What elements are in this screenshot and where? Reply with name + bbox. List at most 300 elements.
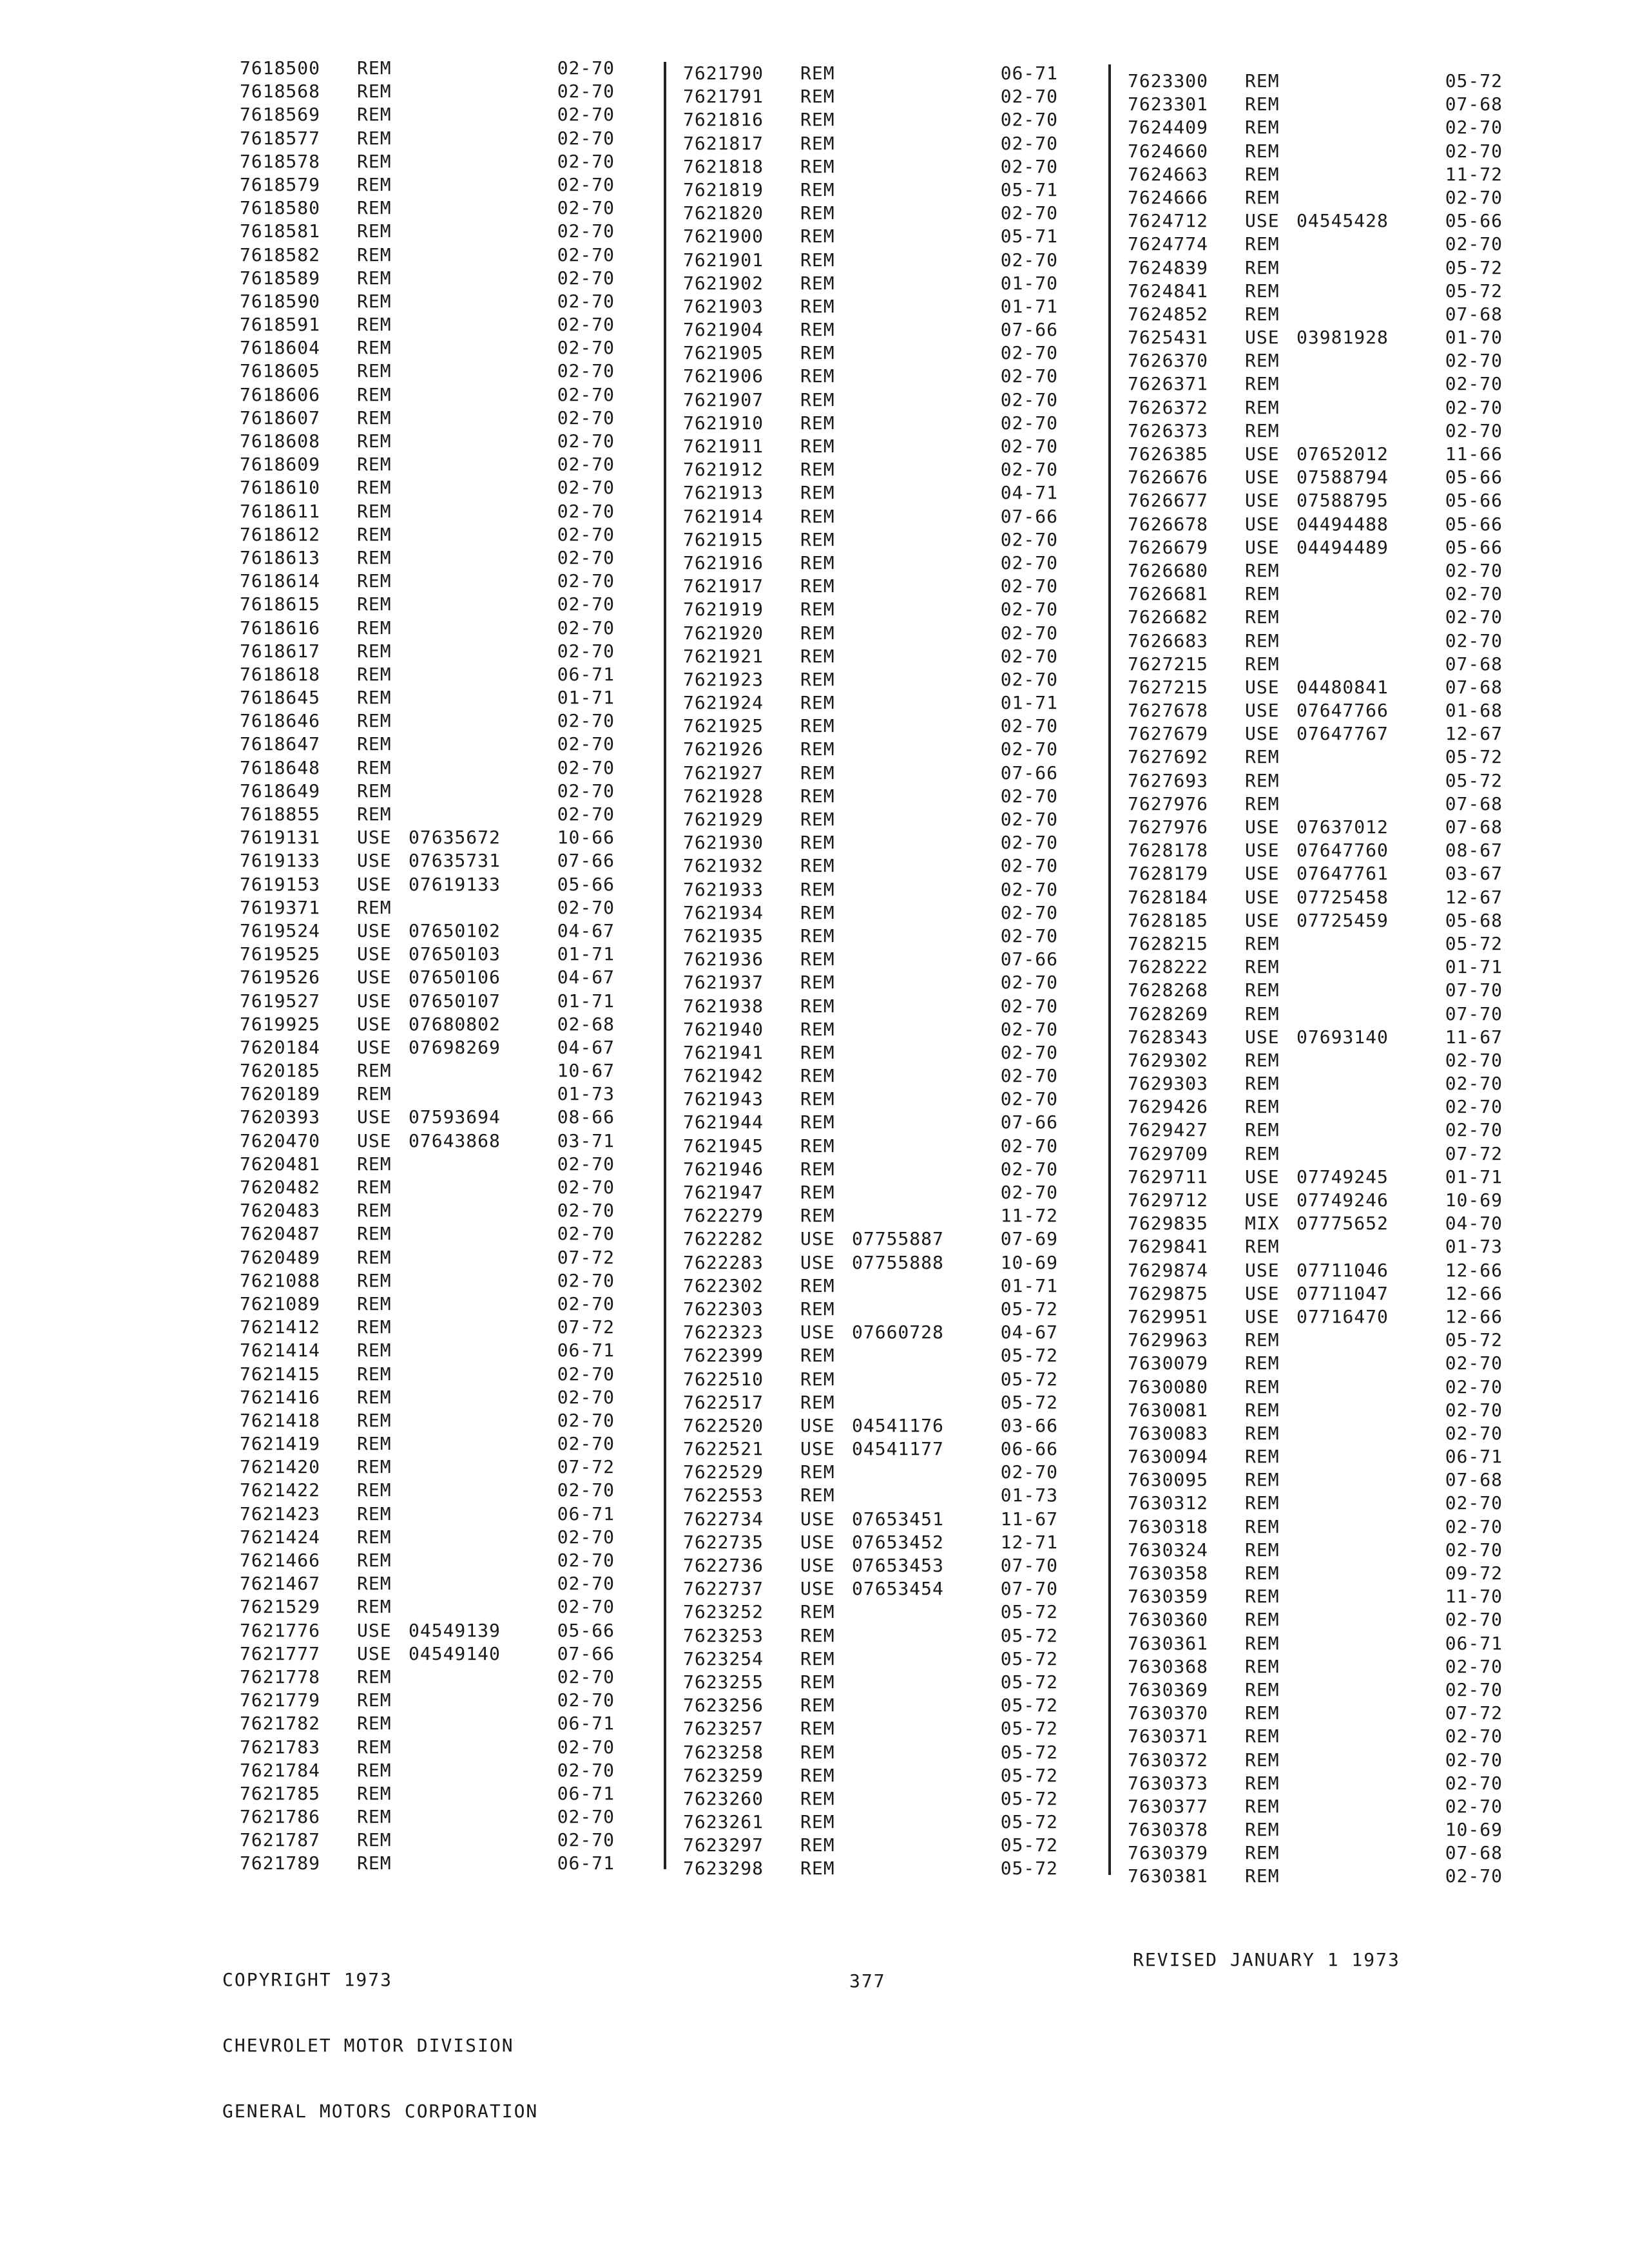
part-row	[240, 476, 615, 499]
status-code: REM	[1245, 769, 1280, 791]
part-number: 7621816	[683, 109, 764, 131]
replacement-part-number: 04549140	[409, 1642, 501, 1664]
replacement-part-number	[852, 1671, 987, 1694]
status-date: 02-70	[557, 173, 615, 195]
status-date: 01-71	[557, 990, 615, 1012]
status-date: 02-70	[1445, 1352, 1503, 1374]
part-number: 7630370	[1128, 1702, 1209, 1724]
part-row	[1128, 256, 1503, 280]
status-date: 05-72	[1000, 1671, 1058, 1693]
part-row	[683, 668, 1058, 691]
status-code: USE	[1245, 676, 1280, 698]
status-date: 02-70	[1000, 925, 1058, 947]
status-date: 05-72	[1000, 1368, 1058, 1390]
part-number: 7618649	[240, 780, 321, 802]
part-number: 7630377	[1128, 1795, 1209, 1817]
status-date: 02-70	[557, 1759, 615, 1781]
status-date: 06-71	[557, 1852, 615, 1874]
part-row	[240, 1269, 615, 1293]
part-number: 7629303	[1128, 1073, 1209, 1095]
replacement-part-number: 07725458	[1296, 886, 1389, 908]
part-number: 7623300	[1128, 70, 1209, 91]
part-row	[240, 383, 615, 407]
replacement-part-number	[852, 785, 987, 808]
part-row	[1128, 186, 1503, 209]
status-code: REM	[800, 389, 835, 410]
part-number: 7618612	[240, 523, 321, 545]
part-number: 7619524	[240, 919, 321, 941]
part-row	[1128, 443, 1503, 466]
status-date: 02-70	[557, 1153, 615, 1175]
replacement-part-number	[852, 295, 987, 318]
part-number: 7621920	[683, 622, 764, 644]
part-number: 7622521	[683, 1438, 764, 1460]
part-row	[683, 1274, 1058, 1298]
status-date: 04-71	[1000, 482, 1058, 504]
part-row	[1128, 1678, 1503, 1702]
part-row	[683, 1158, 1058, 1181]
status-code: USE	[800, 1531, 835, 1553]
status-code: REM	[800, 901, 835, 923]
replacement-part-number: 07660728	[852, 1321, 944, 1343]
part-number: 7618648	[240, 756, 321, 778]
part-number: 7622553	[683, 1485, 764, 1506]
part-number: 7623255	[683, 1671, 764, 1693]
page-number: 377	[849, 1970, 886, 1992]
replacement-part-number	[409, 197, 544, 220]
part-number: 7627679	[1128, 723, 1209, 745]
part-number: 7621913	[683, 482, 764, 504]
part-row	[240, 1246, 615, 1269]
part-row	[683, 481, 1058, 505]
status-code: USE	[1245, 723, 1280, 745]
part-number: 7621901	[683, 249, 764, 271]
part-number: 7618647	[240, 733, 321, 755]
status-code: REM	[357, 314, 392, 336]
part-row	[1128, 93, 1503, 116]
part-number: 7622279	[683, 1205, 764, 1227]
status-date: 02-70	[1445, 1609, 1503, 1631]
replacement-part-number	[852, 1088, 987, 1111]
replacement-part-number	[1296, 1095, 1432, 1119]
replacement-part-number: 07652012	[1296, 443, 1389, 465]
part-number: 7618605	[240, 360, 321, 382]
status-code: USE	[1245, 1026, 1280, 1048]
status-date: 02-70	[1000, 901, 1058, 923]
part-row	[240, 1013, 615, 1036]
part-row	[240, 709, 615, 733]
part-number: 7621935	[683, 925, 764, 947]
part-row	[1128, 956, 1503, 979]
status-code: REM	[1245, 373, 1280, 395]
status-date: 02-70	[1000, 436, 1058, 457]
status-code: USE	[1245, 466, 1280, 488]
part-row	[683, 1694, 1058, 1717]
part-number: 7621418	[240, 1409, 321, 1431]
part-row	[1128, 862, 1503, 885]
status-date: 02-70	[557, 197, 615, 219]
status-code: REM	[357, 1316, 392, 1338]
status-date: 02-70	[557, 1433, 615, 1455]
status-code: REM	[800, 1671, 835, 1693]
part-number: 7630369	[1128, 1678, 1209, 1700]
status-date: 05-72	[1000, 1858, 1058, 1879]
status-date: 02-70	[1000, 109, 1058, 131]
status-code: REM	[800, 1018, 835, 1040]
part-row	[1128, 1352, 1503, 1375]
status-code: USE	[1245, 327, 1280, 349]
status-date: 02-70	[557, 1689, 615, 1711]
part-number: 7621779	[240, 1689, 321, 1711]
status-date: 02-70	[557, 477, 615, 499]
part-row	[1128, 419, 1503, 443]
replacement-part-number	[852, 1764, 987, 1787]
status-date: 02-70	[557, 1293, 615, 1314]
status-date: 05-72	[1000, 1601, 1058, 1623]
status-date: 06-71	[557, 663, 615, 685]
status-code: REM	[800, 1391, 835, 1413]
status-date: 03-66	[1000, 1414, 1058, 1436]
part-row	[1128, 209, 1503, 233]
replacement-part-number	[852, 831, 987, 854]
status-date: 05-72	[1000, 1624, 1058, 1646]
part-row	[1128, 1329, 1503, 1352]
status-code: REM	[800, 622, 835, 644]
part-number: 7619526	[240, 966, 321, 988]
part-row	[240, 1759, 615, 1782]
replacement-part-number	[1296, 1003, 1432, 1026]
status-date: 02-70	[1000, 1041, 1058, 1063]
revised-date: REVISED JANUARY 1 1973	[1133, 1949, 1400, 1970]
part-row	[240, 1736, 615, 1759]
part-number: 7621938	[683, 995, 764, 1017]
status-code: USE	[357, 850, 392, 872]
replacement-part-number	[1296, 1468, 1432, 1492]
status-code: USE	[1245, 840, 1280, 861]
replacement-part-number	[852, 1391, 987, 1414]
status-code: USE	[800, 1578, 835, 1600]
status-code: REM	[357, 1246, 392, 1268]
status-code: REM	[800, 132, 835, 154]
part-row	[1128, 140, 1503, 163]
replacement-part-number	[409, 1782, 544, 1805]
status-code: REM	[800, 1111, 835, 1133]
replacement-part-number	[409, 220, 544, 243]
replacement-part-number	[409, 1852, 544, 1875]
replacement-part-number: 07653452	[852, 1531, 944, 1553]
part-row	[240, 1106, 615, 1129]
replacement-part-number	[409, 173, 544, 197]
status-code: USE	[800, 1555, 835, 1576]
part-row	[1128, 1562, 1503, 1585]
status-date: 07-72	[557, 1316, 615, 1338]
status-date: 02-70	[1000, 1135, 1058, 1157]
part-number: 7624841	[1128, 280, 1209, 302]
part-row	[683, 1811, 1058, 1834]
status-date: 07-69	[1000, 1228, 1058, 1250]
part-row	[1128, 1841, 1503, 1865]
replacement-part-number	[852, 108, 987, 131]
replacement-part-number	[1296, 70, 1432, 93]
part-row	[240, 1176, 615, 1199]
replacement-part-number	[409, 1363, 544, 1386]
status-code: REM	[1245, 559, 1280, 581]
status-code: REM	[357, 267, 392, 289]
status-code: REM	[800, 1298, 835, 1320]
replacement-part-number	[1296, 1562, 1432, 1585]
part-row	[1128, 1865, 1503, 1888]
part-number: 7618855	[240, 803, 321, 825]
replacement-part-number	[852, 318, 987, 341]
status-code: REM	[800, 459, 835, 481]
status-code: REM	[800, 552, 835, 573]
part-row	[1128, 280, 1503, 303]
status-code: REM	[1245, 1236, 1280, 1258]
status-code: REM	[800, 1158, 835, 1180]
part-number: 7623253	[683, 1624, 764, 1646]
status-code: REM	[1245, 303, 1280, 325]
replacement-part-number: 07653454	[852, 1578, 944, 1600]
replacement-part-number: 07647767	[1296, 723, 1389, 745]
status-date: 02-70	[557, 407, 615, 428]
replacement-part-number	[409, 593, 544, 616]
status-code: REM	[357, 454, 392, 476]
status-code: REM	[800, 1624, 835, 1646]
replacement-part-number: 07653451	[852, 1508, 944, 1530]
part-number: 7618616	[240, 617, 321, 639]
part-row	[1128, 886, 1503, 909]
replacement-part-number	[409, 1339, 544, 1362]
replacement-part-number	[409, 360, 544, 383]
part-number: 7624852	[1128, 303, 1209, 325]
part-number: 7622510	[683, 1368, 764, 1390]
replacement-part-number	[852, 925, 987, 948]
status-code: REM	[800, 249, 835, 271]
part-row	[1128, 326, 1503, 349]
part-row	[1128, 70, 1503, 93]
part-row	[1128, 1142, 1503, 1166]
status-code: REM	[800, 692, 835, 714]
part-row	[240, 1036, 615, 1059]
status-date: 02-70	[1000, 155, 1058, 177]
part-number: 7630359	[1128, 1586, 1209, 1608]
part-number: 7626683	[1128, 629, 1209, 651]
part-number: 7621937	[683, 972, 764, 994]
status-code: REM	[1245, 1399, 1280, 1421]
status-code: USE	[1245, 443, 1280, 465]
status-date: 02-70	[1000, 132, 1058, 154]
status-date: 07-72	[1445, 1142, 1503, 1164]
part-row	[683, 1554, 1058, 1577]
replacement-part-number	[852, 365, 987, 388]
part-number: 7621412	[240, 1316, 321, 1338]
status-date: 12-66	[1445, 1282, 1503, 1304]
part-row	[683, 738, 1058, 761]
status-code: REM	[357, 1689, 392, 1711]
status-date: 05-72	[1445, 70, 1503, 91]
status-date: 02-70	[557, 593, 615, 615]
replacement-part-number	[852, 155, 987, 178]
replacement-part-number	[852, 1274, 987, 1298]
status-date: 02-70	[1000, 715, 1058, 737]
status-date: 12-66	[1445, 1305, 1503, 1327]
part-row	[240, 943, 615, 966]
replacement-part-number	[409, 127, 544, 150]
part-number: 7621944	[683, 1111, 764, 1133]
status-date: 08-66	[557, 1106, 615, 1128]
status-code: REM	[800, 832, 835, 854]
part-number: 7618614	[240, 570, 321, 592]
part-number: 7627976	[1128, 793, 1209, 814]
status-date: 02-70	[1000, 552, 1058, 573]
replacement-part-number	[409, 1572, 544, 1595]
status-code: REM	[357, 1596, 392, 1618]
part-number: 7628179	[1128, 863, 1209, 885]
replacement-part-number: 03981928	[1296, 327, 1389, 349]
replacement-part-number	[852, 435, 987, 458]
part-number: 7619133	[240, 850, 321, 872]
part-row	[683, 435, 1058, 458]
status-date: 06-71	[1445, 1446, 1503, 1468]
status-date: 02-70	[557, 150, 615, 172]
part-number: 7618617	[240, 640, 321, 662]
status-code: REM	[800, 1834, 835, 1856]
status-code: USE	[1245, 1189, 1280, 1211]
status-date: 02-70	[1445, 1492, 1503, 1514]
part-number: 7623256	[683, 1695, 764, 1716]
status-code: REM	[357, 1852, 392, 1874]
status-date: 05-66	[1445, 210, 1503, 232]
part-number: 7621915	[683, 528, 764, 550]
replacement-part-number	[852, 341, 987, 365]
status-code: REM	[1245, 793, 1280, 814]
part-number: 7627215	[1128, 676, 1209, 698]
replacement-part-number	[409, 617, 544, 640]
part-number: 7630361	[1128, 1632, 1209, 1654]
status-code: USE	[357, 990, 392, 1012]
status-code: REM	[800, 762, 835, 783]
status-code: REM	[357, 1269, 392, 1291]
status-date: 05-66	[1445, 466, 1503, 488]
part-row	[240, 1432, 615, 1456]
part-number: 7618646	[240, 710, 321, 732]
replacement-part-number	[852, 995, 987, 1018]
replacement-part-number	[1296, 1795, 1432, 1818]
replacement-part-number	[852, 132, 987, 155]
part-row	[240, 546, 615, 570]
replacement-part-number	[852, 948, 987, 971]
status-code: REM	[1245, 1819, 1280, 1841]
status-code: REM	[357, 477, 392, 499]
replacement-part-number	[409, 1432, 544, 1456]
replacement-part-number: 07775652	[1296, 1213, 1389, 1235]
status-code: REM	[357, 1083, 392, 1105]
part-row	[240, 1316, 615, 1339]
part-number: 7621945	[683, 1135, 764, 1157]
part-number: 7621089	[240, 1293, 321, 1314]
part-number: 7621529	[240, 1596, 321, 1618]
status-date: 02-70	[557, 1829, 615, 1851]
status-date: 05-72	[1445, 932, 1503, 954]
status-date: 02-70	[557, 500, 615, 522]
status-date: 06-71	[557, 1782, 615, 1804]
status-code: REM	[800, 109, 835, 131]
part-number: 7621416	[240, 1386, 321, 1408]
part-number: 7620393	[240, 1106, 321, 1128]
part-row	[240, 686, 615, 709]
status-date: 01-70	[1445, 327, 1503, 349]
status-code: REM	[800, 855, 835, 877]
part-number: 7618608	[240, 430, 321, 452]
part-row	[240, 1666, 615, 1689]
status-code: REM	[800, 645, 835, 667]
status-code: USE	[1245, 536, 1280, 558]
replacement-part-number	[409, 686, 544, 709]
part-number: 7621942	[683, 1065, 764, 1087]
part-row	[683, 1857, 1058, 1880]
part-row	[683, 1088, 1058, 1111]
status-date: 06-71	[557, 1340, 615, 1361]
part-row	[1128, 979, 1503, 1002]
status-code: REM	[800, 1695, 835, 1716]
status-date: 05-66	[557, 873, 615, 895]
status-date: 02-70	[1000, 1461, 1058, 1483]
status-date: 04-67	[557, 1036, 615, 1058]
part-row	[240, 267, 615, 290]
part-number: 7630318	[1128, 1515, 1209, 1537]
status-date: 02-70	[1000, 995, 1058, 1017]
part-row	[240, 1619, 615, 1642]
part-number: 7619527	[240, 990, 321, 1012]
replacement-part-number	[409, 1829, 544, 1852]
part-number: 7618568	[240, 81, 321, 102]
replacement-part-number	[1296, 629, 1432, 653]
part-number: 7630372	[1128, 1749, 1209, 1771]
status-date: 01-71	[1445, 956, 1503, 978]
replacement-part-number	[1296, 303, 1432, 326]
status-date: 02-70	[1445, 1795, 1503, 1817]
status-date: 02-70	[1000, 622, 1058, 644]
replacement-part-number	[409, 57, 544, 80]
part-row	[683, 318, 1058, 341]
replacement-part-number	[409, 663, 544, 686]
part-row	[240, 57, 615, 80]
part-row	[240, 966, 615, 989]
replacement-part-number	[1296, 163, 1432, 186]
part-row	[1128, 1003, 1503, 1026]
part-number: 7621902	[683, 272, 764, 294]
status-date: 02-70	[557, 640, 615, 662]
part-row	[1128, 816, 1503, 839]
replacement-part-number	[1296, 1702, 1432, 1725]
part-row	[240, 1712, 615, 1735]
part-row	[240, 127, 615, 150]
part-row	[240, 1572, 615, 1595]
part-number: 7621906	[683, 365, 764, 387]
status-date: 02-70	[1445, 1515, 1503, 1537]
replacement-part-number: 04480841	[1296, 676, 1389, 698]
replacement-part-number: 07698269	[409, 1036, 501, 1058]
part-row	[683, 505, 1058, 528]
part-number: 7630371	[1128, 1725, 1209, 1747]
status-code: REM	[357, 1153, 392, 1175]
part-row	[683, 1741, 1058, 1764]
replacement-part-number: 07650103	[409, 943, 501, 965]
status-date: 02-70	[1000, 389, 1058, 410]
part-number: 7620185	[240, 1060, 321, 1082]
replacement-part-number	[1296, 1049, 1432, 1072]
part-number: 7623258	[683, 1741, 764, 1763]
